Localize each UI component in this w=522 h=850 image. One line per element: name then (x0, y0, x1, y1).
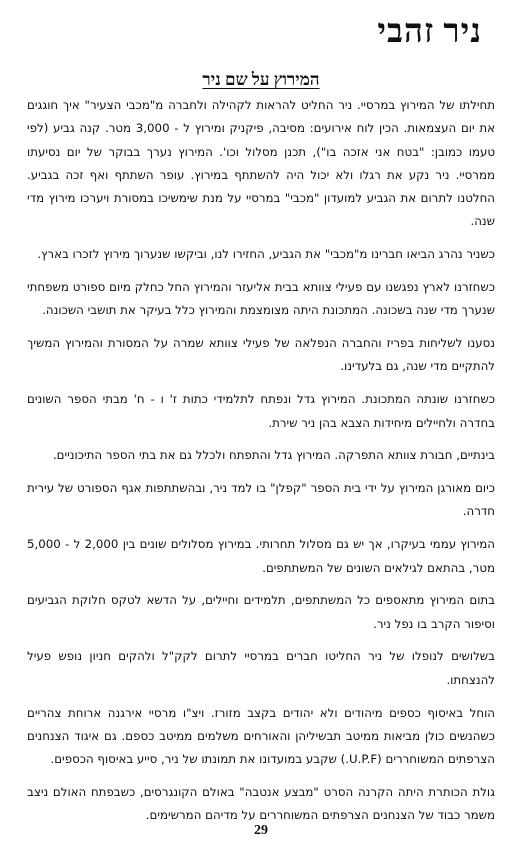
paragraph-5: כשחזרנו שונתה המתכונת. המירוץ גדל ונפתח לתלמידי כתות ז' ו - ח' מבתי הספר השונים בחדרה ולחיילים מיחידות הצבא בהן ניר שירת. (27, 392, 495, 430)
section-heading: המירוץ על שם ניר (202, 70, 320, 89)
article-body (27, 94, 495, 837)
paragraph-2: כשניר נהרג הביאו חברינו מ"מכבי" את הגביע, החזירו לנו, וביקשו שנערוך מירוץ לזכרו בארץ. (37, 247, 495, 262)
paragraph-10: בשלושים לנופלו של ניר החליטו חברים במרסיי לתרום לקק"ל ולהקים חניון נופש פעיל להנצחתו. (27, 649, 495, 687)
paragraph-1: תחילתו של המירוץ במרסיי. ניר החליט להראות לקהילה ולחברה מ"מכבי הצעיר" איך חוגגים את יום העצמאות. הכין לוח אירועים: מסיבה, פיקניק ומירוץ ל - 3,000 מטר. קנה גביע (לפי טעמו כמובן: "בטח אני אזכה בו"), תכנן מסלול וכו'. המירוץ נערך בבוקר של יום נסיעתו ממרסיי. ניר נקע את רגלו ולא יכול היה להשתתף במירוץ. עופר השתתף ואף זכה בגביע. החלטנו לתרום את הגביע למועדון "מכבי" במרסיי על מנת שימשיכו במסורת ויערכו מירוץ מדי שנה. (27, 98, 495, 229)
paragraph-7: כיום מאורגן המירוץ על ידי בית הספר "קפלן" בו למד ניר, ובהשתתפות אגף הספורט של עירית חדרה. (27, 481, 495, 519)
paragraph-12: גולת הכותרת היתה הקרנה הסרט "מבצע אנטבה" באולם הקונגרסים, כשבפתח האולם ניצב משמר כבוד של הצנחנים הצרפתים המשוחררים על מדיהם המרשימים. (27, 784, 495, 823)
page-number: 29 (254, 823, 268, 838)
paragraph-8: המירוץ עממי בעיקרו, אך יש גם מסלול תחרותי. במירוץ מסלולים שונים בין 2,000 ל - 5,000 מטר, בהתאם לגילאים השונים של המשתתפים. (27, 537, 495, 575)
paragraph-3: כשחזרנו לארץ נפגשנו עם פעילי צוותא בבית אליעזר והמירוץ החל כחלק מיום ספורט משפחתי שנערך מדי שנה בשכונה. המתכונת היתה מצומצמת והמירוץ כלל בעיקר את תושבי השכונה. (27, 280, 495, 318)
paragraph-9: בתום המירוץ מתאספים כל המשתתפים, תלמידים וחיילים, על הדשא לטקס חלוקת הגביעים וסיפור הקרב בו נפל ניר. (27, 593, 495, 631)
paragraph-4: נסענו לשליחות בפריז והחברה הנפלאה של פעילי צוותא שמרה על המסורת והמירוץ המשיך להתקיים מדי שנה, גם בלעדינו. (27, 336, 495, 374)
page-title: ניר זהבי (377, 14, 482, 50)
paragraph-11: הוחל באיסוף כספים מיהודים ולא יהודים בקצב מזורז. ויצ"ו מרסיי אירגנה ארוחת צהריים כשהנשים כולן מביאות ממיטב תבשיליהן והאורחים משלמים ממיטב כספם. גם איגוד הצנחנים הצרפתים המשוחררים (U.P.F.) שקבע במועדונו את תמונתו של ניר, סייע באיסוף הכספים. (27, 705, 495, 767)
paragraph-6: בינתיים, חבורת צוותא התפרקה. המירוץ גדל והתפתח ולכלל גם את בתי הספר התיכוניים. (52, 448, 495, 463)
